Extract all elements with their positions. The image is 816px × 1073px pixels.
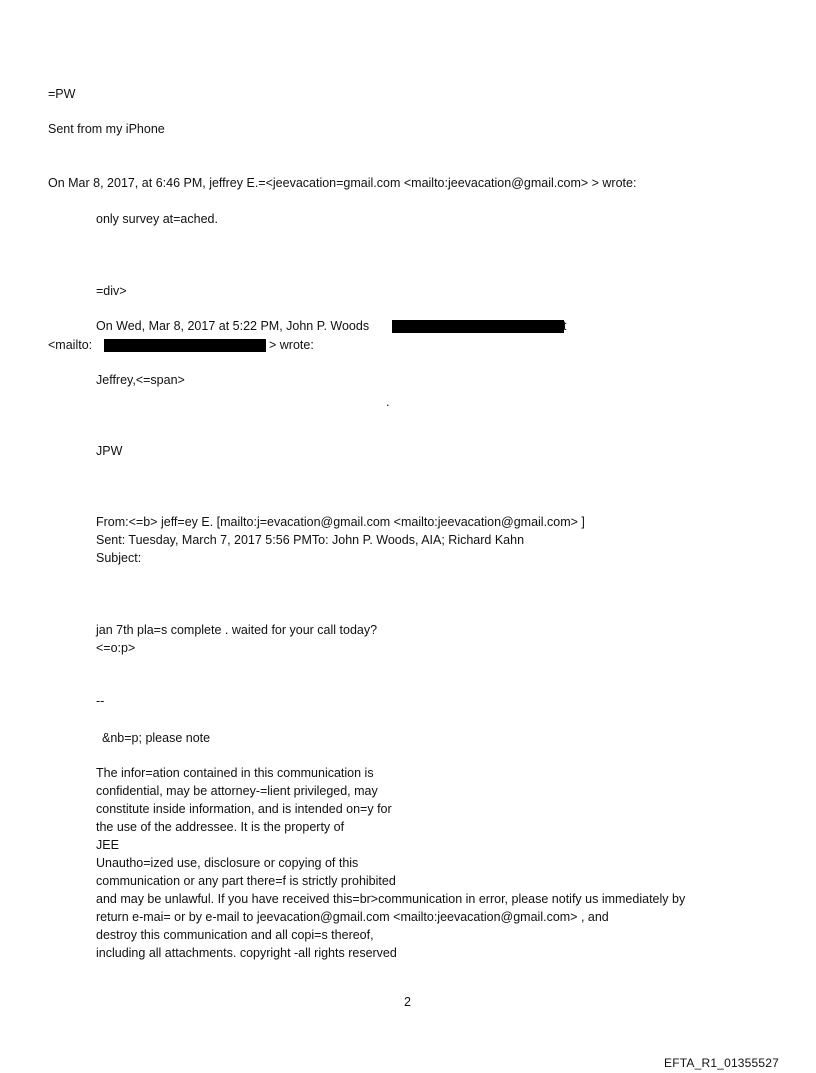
disclaimer-line: confidential, may be attorney-=lient privileged, may	[96, 784, 378, 798]
quote2-mailto-suffix: > wrote:	[269, 338, 314, 352]
sent-from-line: Sent from my iPhone	[48, 122, 165, 136]
redaction-box	[392, 319, 567, 333]
forwarded-body-line: jan 7th pla=s complete . waited for your call today?	[96, 623, 378, 637]
quote2-salutation: Jeffrey,<=span>	[96, 373, 185, 387]
quote2-attribution-fragment: t	[563, 319, 567, 333]
disclaimer-line: communication or any part there=f is strictly prohibited	[96, 874, 396, 888]
quote1-div-tag: =div>	[96, 284, 127, 298]
disclaimer-line: Unautho=ized use, disclosure or copying of this	[96, 856, 359, 870]
quote1-attribution: On Mar 8, 2017, at 6:46 PM, jeffrey E.=<jeevacation=gmail.com <mailto:jeevacation@gmail.com> > wrote:	[48, 176, 637, 190]
disclaimer-line: including all attachments. copyright -all rights reserved	[96, 946, 397, 960]
forwarded-from-line: From:<=b> jeff=ey E. [mailto:j=evacation@gmail.com <mailto:jeevacation@gmail.com> ]	[96, 515, 585, 529]
forwarded-body-tag: <=o:p>	[96, 641, 136, 655]
signoff: =PW	[48, 87, 76, 101]
please-note-line: &nb=p; please note	[102, 731, 211, 745]
disclaimer-line: destroy this communication and all copi=s thereof,	[96, 928, 374, 942]
disclaimer-line: and may be unlawful. If you have received this=br>communication in error, please notify us immediately by	[96, 892, 686, 906]
stray-dot: .	[386, 395, 390, 409]
quote2-attribution: On Wed, Mar 8, 2017 at 5:22 PM, John P. Woods	[96, 319, 370, 333]
forwarded-sent-line: Sent: Tuesday, March 7, 2017 5:56 PMTo: John P. Woods, AIA; Richard Kahn	[96, 533, 525, 547]
disclaimer-line: the use of the addressee. It is the property of	[96, 820, 345, 834]
disclaimer-line: JEE	[96, 838, 119, 852]
quote2-signature: JPW	[96, 444, 123, 458]
redaction-box	[104, 339, 266, 352]
signature-separator: --	[96, 694, 105, 708]
page-number: 2	[404, 995, 411, 1009]
forwarded-subject-line: Subject:	[96, 551, 142, 565]
bates-number: EFTA_R1_01355527	[664, 1056, 780, 1070]
quote2-mailto-prefix: <mailto:	[48, 338, 93, 352]
disclaimer-line: constitute inside information, and is intended on=y for	[96, 802, 392, 816]
quote1-body: only survey at=ached.	[96, 212, 218, 226]
disclaimer-line: return e-mai= or by e-mail to jeevacation@gmail.com <mailto:jeevacation@gmail.com> , and	[96, 910, 609, 924]
disclaimer-line: The infor=ation contained in this communication is	[96, 766, 374, 780]
